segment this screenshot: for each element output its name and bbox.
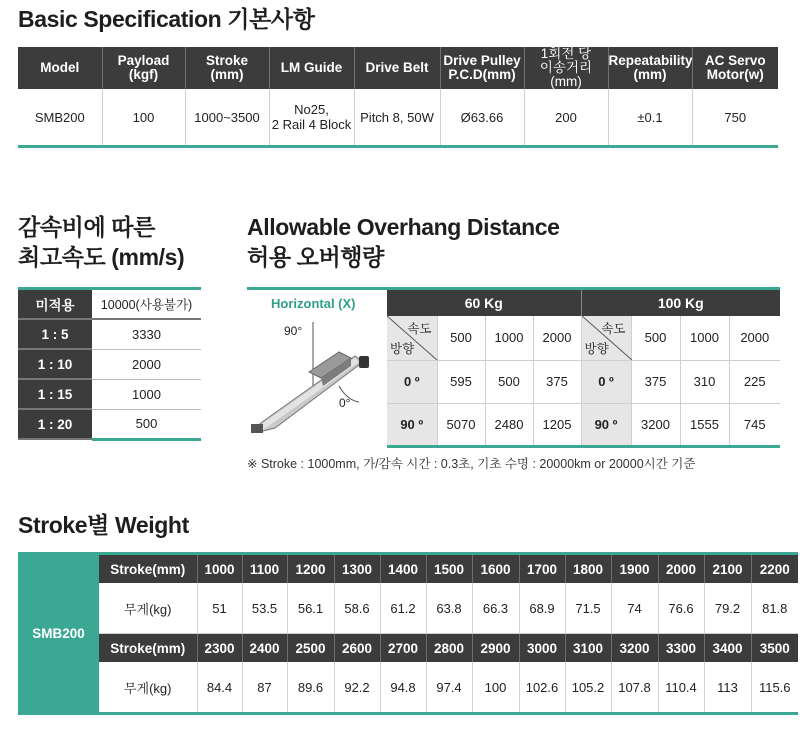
weight-value: 81.8 xyxy=(751,583,798,634)
spec-header-servo: AC Servo Motor(w) xyxy=(692,47,778,89)
speed-row xyxy=(18,349,201,379)
value-60-0deg-2000: 375 xyxy=(533,360,581,403)
weight-title: Stroke별 Weight xyxy=(18,512,189,538)
stroke-row-2 xyxy=(18,634,798,663)
speed-1000-60: 1000 xyxy=(485,316,533,360)
weight-value: 76.6 xyxy=(658,583,704,634)
speed-ratio: 1 : 10 xyxy=(18,349,92,379)
horizontal-label: Horizontal (X) xyxy=(247,289,387,317)
speed-value: 2000 xyxy=(92,349,201,379)
value-100-0deg-2000: 225 xyxy=(729,360,780,403)
stroke-label: Stroke(mm) xyxy=(99,554,197,584)
corner-direction-label: 방향 xyxy=(584,341,609,356)
speed-title-line2: 최고속도 (mm/s) xyxy=(18,244,185,270)
weight-label: 무게(kg) xyxy=(99,583,197,634)
weight-value: 68.9 xyxy=(519,583,565,634)
weight-value: 100 xyxy=(472,662,519,714)
weight-value: 71.5 xyxy=(565,583,611,634)
stroke-value: 1200 xyxy=(287,554,334,584)
overhang-footnote: ※ Stroke : 1000mm, 가/감속 시간 : 0.3초, 기초 수명 : 20000km or 20000시간 기준 xyxy=(247,457,696,471)
overhang-group-row xyxy=(247,289,780,317)
spec-header-lm-guide: LM Guide xyxy=(269,47,354,89)
speed-header-value: 10000(사용불가) xyxy=(92,289,201,320)
stroke-value: 2000 xyxy=(658,554,704,584)
corner-speed-label: 속도 xyxy=(407,322,432,336)
angle-90-label: 90° xyxy=(284,324,303,338)
value-100-90deg-1000: 1555 xyxy=(680,403,729,446)
stroke-value: 3200 xyxy=(611,634,658,663)
stroke-label: Stroke(mm) xyxy=(99,634,197,663)
speed-value: 500 xyxy=(92,409,201,439)
corner-cell-60 xyxy=(387,316,437,360)
stroke-value: 3300 xyxy=(658,634,704,663)
spec-header-drive-pulley: Drive Pulley P.C.D(mm) xyxy=(440,47,524,89)
stroke-value: 3100 xyxy=(565,634,611,663)
stroke-value: 2100 xyxy=(704,554,751,584)
weight-value: 115.6 xyxy=(758,679,791,695)
speed-title xyxy=(18,212,184,272)
row-90deg-label-100: 90 º xyxy=(581,403,631,446)
weight-value: 105.2 xyxy=(565,662,611,714)
spec-repeat: ±0.1 xyxy=(608,89,692,147)
speed-table xyxy=(18,287,201,441)
weight-table xyxy=(18,552,798,715)
stroke-value: 3000 xyxy=(519,634,565,663)
corner-direction-label: 방향 xyxy=(390,341,415,356)
overhang-title-line1: Allowable Overhang Distance xyxy=(247,214,560,240)
weight-value: 102.6 xyxy=(519,662,565,714)
overhang-title-line2: 허용 오버행량 xyxy=(247,244,384,270)
weight-row-2 xyxy=(18,662,798,714)
overhang-table xyxy=(247,287,780,448)
speed-1000-100: 1000 xyxy=(680,316,729,360)
value-60-90deg-500: 5070 xyxy=(437,403,485,446)
stroke-value: 1000 xyxy=(197,554,242,584)
speed-ratio: 1 : 20 xyxy=(18,409,92,439)
stroke-value: 2400 xyxy=(242,634,287,663)
speed-value: 3330 xyxy=(92,319,201,349)
speed-2000-60: 2000 xyxy=(533,316,581,360)
spec-stroke: 1000~3500 xyxy=(185,89,269,147)
value-100-0deg-500: 375 xyxy=(631,360,680,403)
value-60-0deg-500: 595 xyxy=(437,360,485,403)
stroke-value: 2800 xyxy=(426,634,472,663)
stroke-value: 1500 xyxy=(426,554,472,584)
actuator-illustration xyxy=(247,316,387,446)
value-100-0deg-1000: 310 xyxy=(680,360,729,403)
weight-value: 113 xyxy=(704,662,751,714)
speed-row xyxy=(18,319,201,349)
stroke-value: 2700 xyxy=(380,634,426,663)
basic-spec-title: Basic Specification 기본사항 xyxy=(18,6,315,32)
weight-value: 74 xyxy=(611,583,658,634)
spec-model: SMB200 xyxy=(18,89,102,147)
stroke-value: 1100 xyxy=(242,554,287,584)
stroke-row-1 xyxy=(18,554,798,584)
row-0deg-label-100: 0 º xyxy=(581,360,631,403)
spec-pulley: Ø63.66 xyxy=(440,89,524,147)
stroke-value: 1300 xyxy=(334,554,380,584)
weight-value: 84.4 xyxy=(197,662,242,714)
speed-header-row xyxy=(18,289,201,320)
group-100kg: 100 Kg xyxy=(581,289,780,317)
speed-500-100: 500 xyxy=(631,316,680,360)
value-60-90deg-1000: 2480 xyxy=(485,403,533,446)
spec-travel: 200 xyxy=(524,89,608,147)
spec-header-travel: 1회전 당 이송거리(mm) xyxy=(524,47,608,89)
value-60-0deg-1000: 500 xyxy=(485,360,533,403)
weight-value: 87 xyxy=(242,662,287,714)
weight-value: 92.2 xyxy=(334,662,380,714)
spec-payload: 100 xyxy=(102,89,185,147)
angle-0-label: 0° xyxy=(339,396,351,410)
weight-value: 107.8 xyxy=(611,662,658,714)
overhang-title xyxy=(247,212,560,272)
row-90deg-label-60: 90 º xyxy=(387,403,437,446)
spec-header-row xyxy=(18,47,778,89)
speed-row xyxy=(18,409,201,439)
weight-value: 97.4 xyxy=(426,662,472,714)
stroke-value: 3400 xyxy=(704,634,751,663)
speed-title-line1: 감속비에 따른 xyxy=(18,214,155,240)
spec-belt: Pitch 8, 50W xyxy=(354,89,440,147)
basic-spec-table xyxy=(18,47,778,148)
stroke-value: 2500 xyxy=(287,634,334,663)
weight-value: 110.4 xyxy=(658,662,704,714)
weight-label: 무게(kg) xyxy=(99,662,197,714)
spec-header-model: Model xyxy=(18,47,102,89)
stroke-value: 3500 xyxy=(751,634,798,663)
overhang-speed-row xyxy=(247,316,780,360)
value-100-90deg-500: 3200 xyxy=(631,403,680,446)
stroke-value: 1800 xyxy=(565,554,611,584)
stroke-value: 2900 xyxy=(472,634,519,663)
spec-header-repeatability: Repeatability (mm) xyxy=(608,47,692,89)
weight-value: 51 xyxy=(197,583,242,634)
weight-value: 63.8 xyxy=(426,583,472,634)
weight-row-1 xyxy=(18,583,798,634)
weight-value: 66.3 xyxy=(472,583,519,634)
speed-2000-100: 2000 xyxy=(729,316,780,360)
row-0deg-label-60: 0 º xyxy=(387,360,437,403)
weight-model: SMB200 xyxy=(18,554,99,714)
weight-value: 61.2 xyxy=(380,583,426,634)
speed-row xyxy=(18,379,201,409)
spec-lm-guide: No25, 2 Rail 4 Block xyxy=(269,89,354,147)
stroke-value: 2600 xyxy=(334,634,380,663)
actuator-icon xyxy=(247,316,387,434)
spec-motor: 750 xyxy=(724,109,747,125)
stroke-value: 1600 xyxy=(472,554,519,584)
weight-value: 56.1 xyxy=(287,583,334,634)
weight-value: 58.6 xyxy=(334,583,380,634)
spec-header-drive-belt: Drive Belt xyxy=(354,47,440,89)
weight-value: 79.2 xyxy=(704,583,751,634)
speed-value: 1000 xyxy=(92,379,201,409)
stroke-value: 2300 xyxy=(197,634,242,663)
speed-ratio: 1 : 15 xyxy=(18,379,92,409)
corner-cell-100 xyxy=(581,316,631,360)
weight-value: 89.6 xyxy=(287,662,334,714)
value-60-90deg-2000: 1205 xyxy=(533,403,581,446)
weight-value: 53.5 xyxy=(242,583,287,634)
spec-data-row xyxy=(18,89,778,147)
stroke-value: 1700 xyxy=(519,554,565,584)
group-60kg: 60 Kg xyxy=(387,289,581,317)
corner-speed-label: 속도 xyxy=(601,322,626,336)
value-100-90deg-2000: 745 xyxy=(729,403,780,446)
spec-header-stroke: Stroke (mm) xyxy=(185,47,269,89)
stroke-value: 1400 xyxy=(380,554,426,584)
spec-header-payload: Payload (kgf) xyxy=(102,47,185,89)
stroke-value: 1900 xyxy=(611,554,658,584)
speed-500-60: 500 xyxy=(437,316,485,360)
weight-value: 94.8 xyxy=(380,662,426,714)
speed-ratio: 1 : 5 xyxy=(18,319,92,349)
stroke-value: 2200 xyxy=(751,554,798,584)
speed-header-label: 미적용 xyxy=(18,289,92,320)
